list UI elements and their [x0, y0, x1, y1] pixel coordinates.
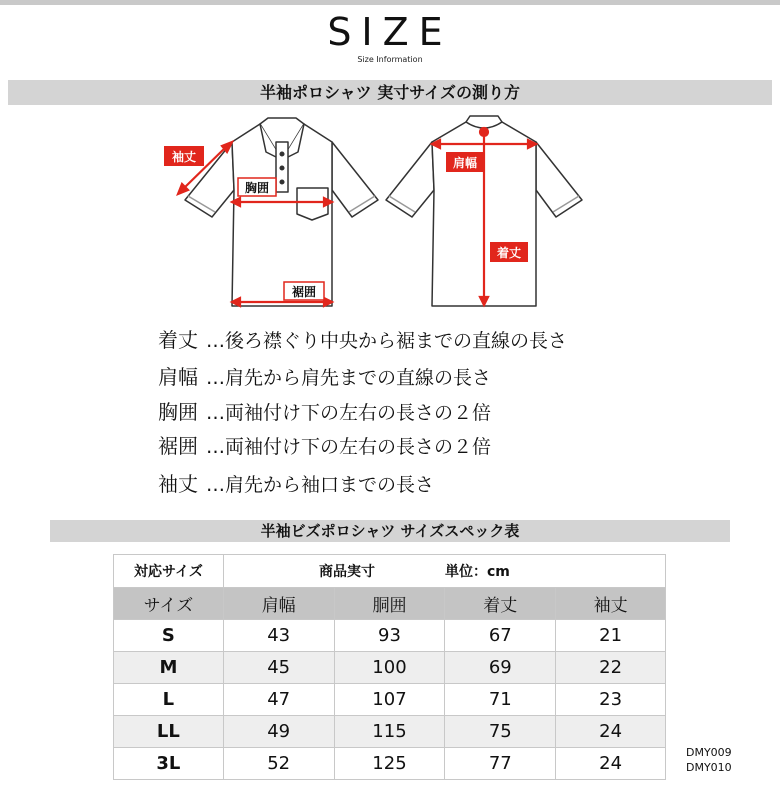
- definition-row: [158, 324, 567, 353]
- page-title: SIZE: [327, 10, 453, 54]
- definition-row: [158, 468, 434, 497]
- page-subtitle: Size Information: [357, 55, 423, 64]
- table-row: [114, 748, 666, 780]
- value-cell: 69: [445, 652, 556, 684]
- value-cell: 125: [334, 748, 445, 780]
- unit-label: 単位：cm: [444, 564, 510, 580]
- value-cell: 93: [334, 620, 445, 652]
- chest-label: 胸囲: [244, 181, 270, 195]
- value-cell: 77: [445, 748, 556, 780]
- shirt-measurement-diagram: [160, 112, 600, 312]
- column-header: 胴囲: [334, 588, 445, 620]
- definition-term: 袖丈: [158, 472, 198, 496]
- definition-text: …両袖付け下の左右の長さの２倍: [206, 402, 492, 424]
- value-cell: 52: [223, 748, 334, 780]
- value-cell: 43: [223, 620, 334, 652]
- shoulder-label: 肩幅: [452, 156, 478, 170]
- product-code: DMY009: [686, 746, 732, 759]
- definition-row: [158, 430, 491, 459]
- definition-text: …肩先から袖口までの長さ: [206, 474, 435, 496]
- value-cell: 67: [445, 620, 556, 652]
- table-row: [114, 620, 666, 652]
- size-cell: S: [114, 620, 224, 652]
- definition-term: 肩幅: [158, 365, 198, 389]
- size-cell: L: [114, 684, 224, 716]
- spec-table-title: 半袖ビズポロシャツ サイズスペック表: [50, 520, 730, 542]
- column-header: 袖丈: [556, 588, 666, 620]
- definition-text: …両袖付け下の左右の長さの２倍: [206, 436, 492, 458]
- definition-row: [158, 396, 491, 425]
- value-cell: 107: [334, 684, 445, 716]
- table-row: [114, 716, 666, 748]
- corner-label: 対応サイズ: [114, 555, 224, 588]
- size-spec-table: [113, 554, 666, 780]
- table-row: [114, 684, 666, 716]
- length-label: 着丈: [496, 246, 522, 260]
- value-cell: 115: [334, 716, 445, 748]
- product-code: DMY010: [686, 761, 732, 774]
- column-header-row: [114, 588, 666, 620]
- table-row: [114, 652, 666, 684]
- size-cell: LL: [114, 716, 224, 748]
- top-divider: [0, 0, 780, 5]
- sleeve-label: 袖丈: [171, 150, 197, 164]
- value-cell: 71: [445, 684, 556, 716]
- measurement-section-title: 半袖ポロシャツ 実寸サイズの測り方: [8, 80, 772, 105]
- definition-term: 裾囲: [158, 434, 198, 458]
- value-cell: 21: [556, 620, 666, 652]
- value-cell: 49: [223, 716, 334, 748]
- table-header-row: [114, 555, 666, 588]
- definition-text: …後ろ襟ぐり中央から裾までの直線の長さ: [206, 330, 568, 352]
- value-cell: 75: [445, 716, 556, 748]
- definition-row: [158, 361, 491, 390]
- definition-term: 胸囲: [158, 400, 198, 424]
- hem-label: 裾囲: [291, 285, 317, 299]
- measure-label: 商品実寸: [318, 564, 375, 580]
- column-header: 肩幅: [223, 588, 334, 620]
- value-cell: 47: [223, 684, 334, 716]
- value-cell: 24: [556, 716, 666, 748]
- value-cell: 24: [556, 748, 666, 780]
- value-cell: 45: [223, 652, 334, 684]
- value-cell: 100: [334, 652, 445, 684]
- value-cell: 22: [556, 652, 666, 684]
- size-cell: M: [114, 652, 224, 684]
- size-cell: 3L: [114, 748, 224, 780]
- definition-term: 着丈: [158, 328, 198, 352]
- column-header: サイズ: [114, 588, 224, 620]
- value-cell: 23: [556, 684, 666, 716]
- measure-header: [223, 555, 665, 588]
- definition-text: …肩先から肩先までの直線の長さ: [206, 367, 492, 389]
- shirt-front-illustration: [185, 118, 378, 306]
- column-header: 着丈: [445, 588, 556, 620]
